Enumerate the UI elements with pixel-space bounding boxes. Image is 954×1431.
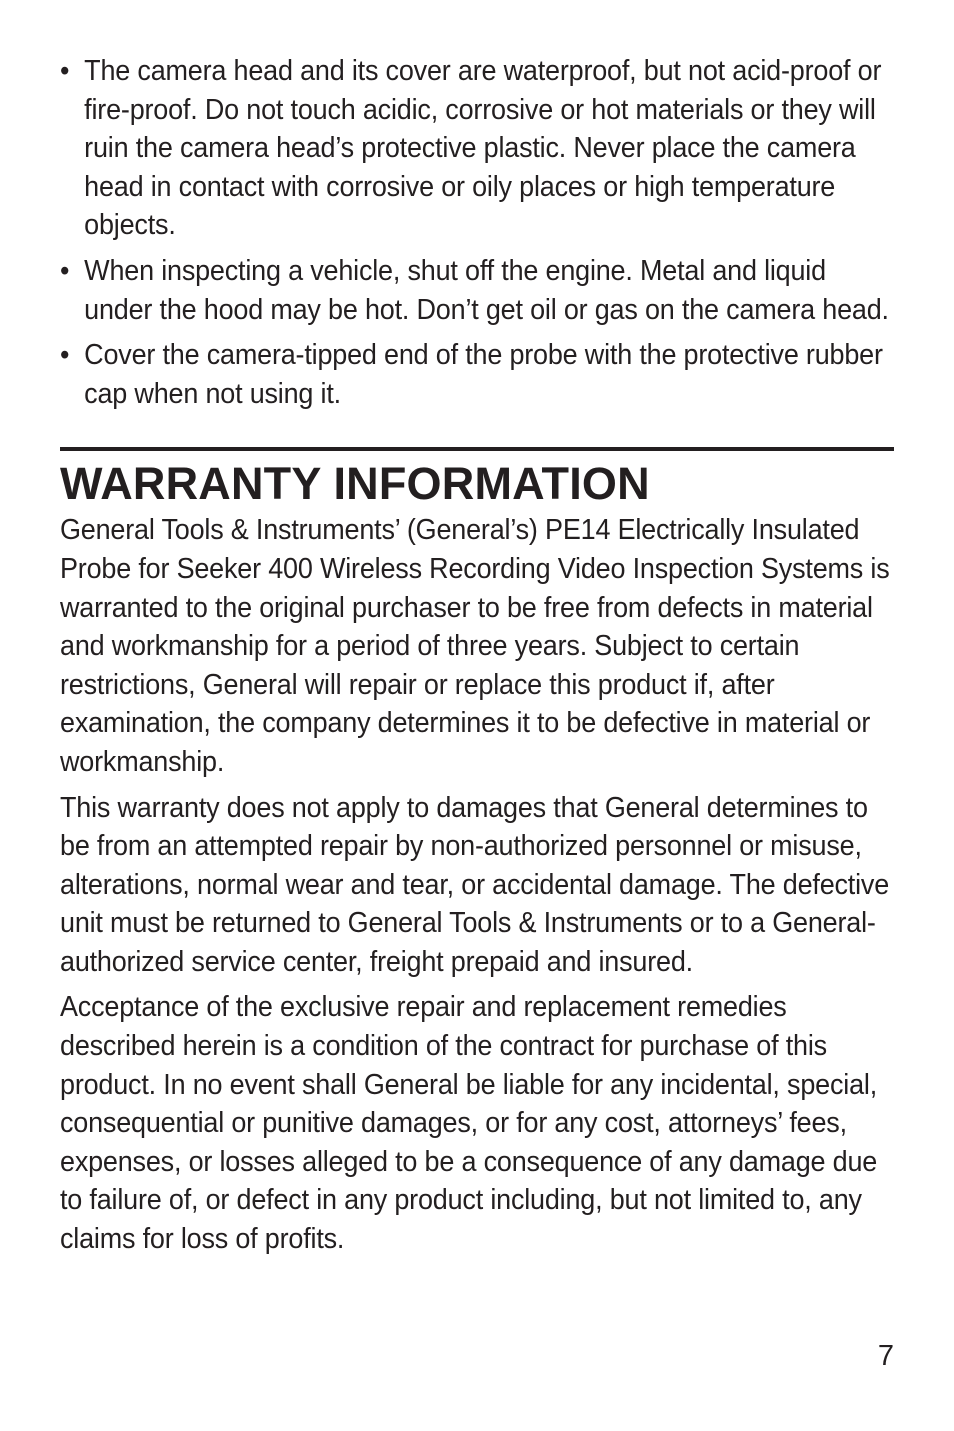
safety-bullet-list <box>60 52 900 413</box>
bullet-dot: • <box>60 254 70 287</box>
safety-bullet <box>60 336 893 413</box>
bullet-text: The camera head and its cover are waterproof, but not acid-proof or fire-proof. Do not touch acidic, corrosive or hot materials or they will ruin the camera head’s protective plastic. Never place the camera head in contact with corrosive or oily places or high temperature objects. <box>84 55 882 242</box>
warranty-paragraph: This warranty does not apply to damages that General determines to be from an attempted repair by non-authorized personnel or misuse, alterations, normal wear and tear, or accidental damage. The defective unit must be returned to General Tools & Instruments or to a General-authorized service center, freight prepaid and insured. <box>60 791 890 978</box>
bullet-dot: • <box>60 339 70 372</box>
warranty-paragraph: Acceptance of the exclusive repair and replacement remedies described herein is a condition of the contract for purchase of this product. In no event shall General be liable for any incidental, special, consequential or punitive damages, or for any cost, attorneys’ fees, expenses, or losses alleged to be a consequence of any damage due to failure of, or defect in any product including, but not limited to, any claims for loss of profits. <box>60 991 878 1256</box>
manual-page <box>60 52 900 1266</box>
bullet-dot: • <box>60 55 70 87</box>
safety-bullet <box>60 252 893 329</box>
safety-bullet <box>60 52 893 245</box>
bullet-text: Cover the camera-tipped end of the probe with the protective rubber cap when not using it. <box>84 339 883 410</box>
bullet-text: When inspecting a vehicle, shut off the engine. Metal and liquid under the hood may be hot. Don’t get oil or gas on the camera head. <box>84 254 889 326</box>
warranty-paragraph: General Tools & Instruments’ (General’s) PE14 Electrically Insulated Probe for Seeker 400 Wireless Recording Video Inspection Systems is warranted to the original purchaser to be free from defects in material and workmanship for a period of three years. Subject to certain restrictions, General will repair or replace this product if, after examination, the company determines it to be defective in material or workmanship. <box>60 514 890 778</box>
warranty-heading: WARRANTY INFORMATION <box>60 458 650 510</box>
page-number: 7 <box>877 1340 894 1372</box>
section-divider <box>60 447 894 451</box>
